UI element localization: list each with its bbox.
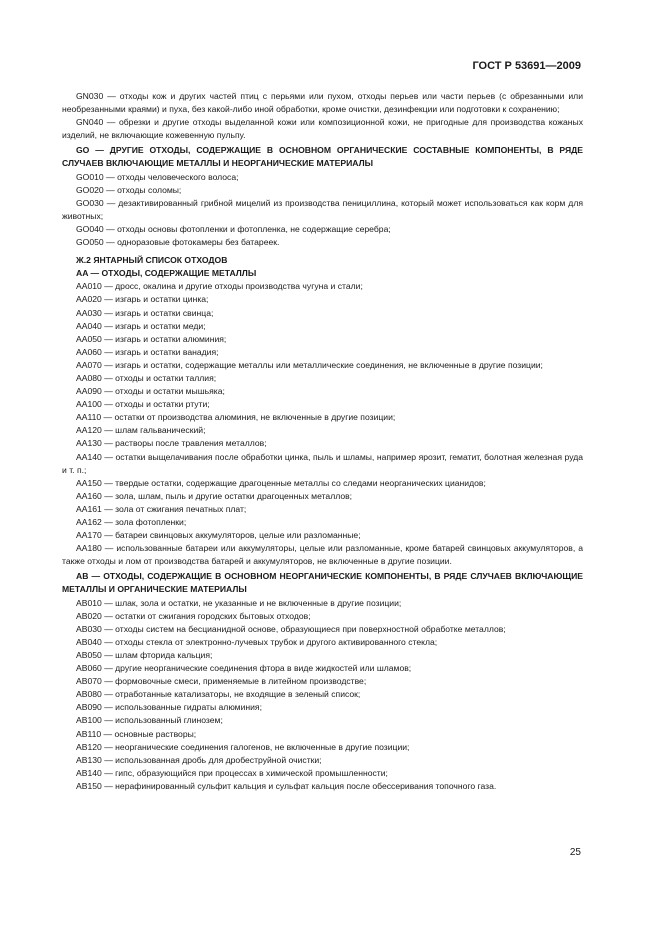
- entry-aa110: AA110 — остатки от производства алюминия, не включенные в другие позиции;: [76, 412, 396, 423]
- section-heading-go: GO — ДРУГИЕ ОТХОДЫ, СОДЕРЖАЩИЕ В ОСНОВНОМ ОРГАНИЧЕСКИЕ СОСТАВНЫЕ КОМПОНЕНТЫ, В РЯДЕ СЛУЧАЕВ ВКЛЮЧАЮЩИЕ МЕТАЛЛЫ И НЕОРГАНИЧЕСКИЕ МАТЕРИАЛЫ: [62, 145, 583, 169]
- entry-aa170: AA170 — батареи свинцовых аккумуляторов, целые или разломанные;: [76, 530, 361, 541]
- entry-ab130: AB130 — использованная дробь для дробеструйной очистки;: [76, 754, 322, 765]
- entry-aa150: AA150 — твердые остатки, содержащие драгоценные металлы со следами неорганических цианидов;: [76, 477, 486, 488]
- entry-ab090: AB090 — использованные гидраты алюминия;: [76, 702, 262, 713]
- entry-aa020: AA020 — изгарь и остатки цинка;: [76, 294, 209, 305]
- entry-go030: GO030 — дезактивированный грибной мицелий из производства пенициллина, который может использоваться как корм для животных;: [62, 197, 583, 221]
- entry-go050: GO050 — одноразовые фотокамеры без батареек.: [76, 237, 280, 248]
- entry-go010: GO010 — отходы человеческого волоса;: [76, 171, 239, 182]
- entry-go020: GO020 — отходы соломы;: [76, 184, 182, 195]
- entry-aa080: AA080 — отходы и остатки таллия;: [76, 372, 217, 383]
- entry-aa160: AA160 — зола, шлам, пыль и другие остатки драгоценных металлов;: [76, 490, 353, 501]
- entry-ab140: AB140 — гипс, образующийся при процессах в химической промышленности;: [76, 767, 388, 778]
- standard-header: ГОСТ Р 53691—2009: [472, 60, 581, 72]
- entry-ab120: AB120 — неорганические соединения галогенов, не включенные в другие позиции;: [76, 741, 410, 752]
- entry-ab040: AB040 — отходы стекла от электронно-лучевых трубок и другого активированного стекла;: [76, 636, 438, 647]
- entry-aa090: AA090 — отходы и остатки мышьяка;: [76, 386, 225, 397]
- document-body: [62, 90, 583, 793]
- entry-ab060: AB060 — другие неорганические соединения фтора в виде жидкостей или шламов;: [76, 663, 412, 674]
- entry-aa100: AA100 — отходы и остатки ртути;: [76, 399, 210, 410]
- amber-list-title: Ж.2 ЯНТАРНЫЙ СПИСОК ОТХОДОВ: [76, 255, 228, 266]
- entry-ab070: AB070 — формовочные смеси, применяемые в литейном производстве;: [76, 676, 367, 687]
- entry-gn040: GN040 — обрезки и другие отходы выделанной кожи или композиционной кожи, не пригодные для производства кожаных изделий, не включающие кожевенную пульпу.: [62, 117, 583, 141]
- entry-aa050: AA050 — изгарь и остатки алюминия;: [76, 333, 227, 344]
- entry-ab110: AB110 — основные растворы;: [76, 728, 197, 739]
- section-heading-aa: AA — ОТХОДЫ, СОДЕРЖАЩИЕ МЕТАЛЛЫ: [76, 268, 257, 279]
- entry-gn030: GN030 — отходы кож и других частей птиц с перьями или пухом, отходы перьев или части перьев (с обрезанными или необрезанными краями) и пуха, без какой-либо иной обработки, кроме очистки, дезинфекции или подготовки к сохранению;: [62, 91, 583, 115]
- entry-aa161: AA161 — зола от сжигания печатных плат;: [76, 503, 247, 514]
- entry-aa180: AA180 — использованные батареи или аккумуляторы, целые или разломанные, кроме батарей свинцовых аккумуляторов, а также отходы и лом от производства батарей и аккумуляторов, не включенные в другие позиции.: [62, 543, 583, 567]
- entry-ab030: AB030 — отходы систем на бесцианидной основе, образующиеся при поверхностной обработке металлов;: [76, 623, 506, 634]
- entry-aa130: AA130 — растворы после травления металлов;: [76, 438, 267, 449]
- entry-ab080: AB080 — отработанные катализаторы, не входящие в зеленый список;: [76, 689, 361, 700]
- entry-aa140: AA140 — остатки выщелачивания после обработки цинка, пыль и шламы, например ярозит, гематит, болотная железная руда и т. п.;: [62, 451, 583, 475]
- entry-ab020: AB020 — остатки от сжигания городских бытовых отходов;: [76, 610, 311, 621]
- entry-aa162: AA162 — зола фотопленки;: [76, 517, 187, 527]
- entry-ab150: AB150 — нерафинированный сульфит кальция и сульфат кальция после обессеривания топочного газа.: [76, 780, 497, 791]
- entry-ab050: AB050 — шлам фторида кальция;: [76, 649, 213, 660]
- entry-aa040: AA040 — изгарь и остатки меди;: [76, 320, 206, 331]
- entry-aa010: AA010 — дросс, окалина и другие отходы производства чугуна и стали;: [76, 281, 363, 292]
- entry-go040: GO040 — отходы основы фотопленки и фотопленка, не содержащие серебра;: [76, 223, 391, 234]
- section-heading-ab: AB — ОТХОДЫ, СОДЕРЖАЩИЕ В ОСНОВНОМ НЕОРГАНИЧЕСКИЕ КОМПОНЕНТЫ, В РЯДЕ СЛУЧАЕВ ВКЛЮЧАЮЩИЕ МЕТАЛЛЫ И ОРГАНИЧЕСКИЕ МАТЕРИАЛЫ: [62, 571, 583, 595]
- page-number: 25: [569, 847, 581, 858]
- entry-ab100: AB100 — использованный глинозем;: [76, 715, 223, 726]
- entry-aa030: AA030 — изгарь и остатки свинца;: [76, 307, 214, 318]
- entry-aa060: AA060 — изгарь и остатки ванадия;: [76, 346, 219, 357]
- entry-ab010: AB010 — шлак, зола и остатки, не указанные и не включенные в другие позиции;: [76, 597, 402, 608]
- entry-aa120: AA120 — шлам гальванический;: [76, 425, 206, 436]
- entry-aa070: AA070 — изгарь и остатки, содержащие металлы или металлические соединения, не включенные в другие позиции;: [76, 359, 543, 370]
